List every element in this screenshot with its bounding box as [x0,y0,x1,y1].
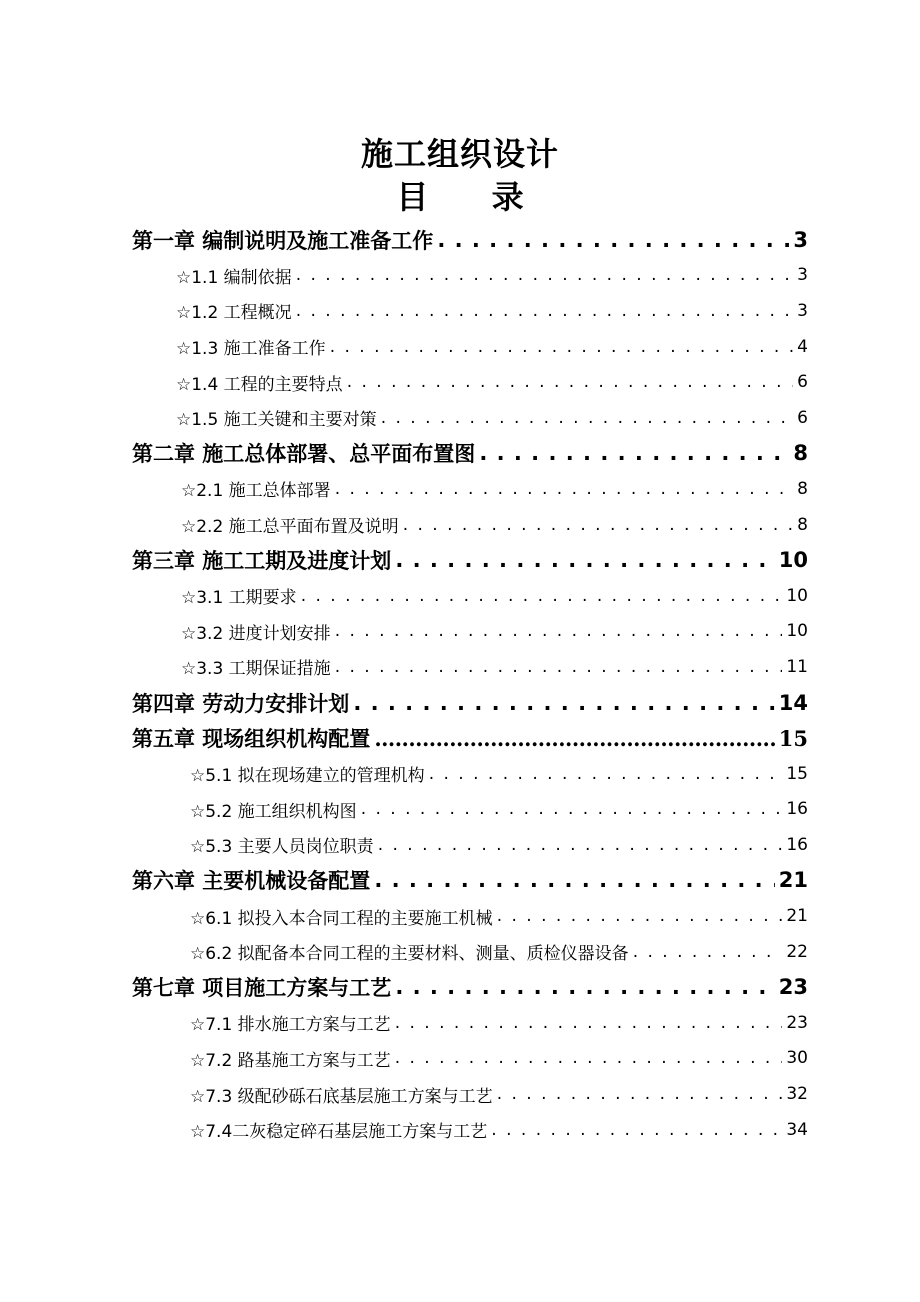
toc-entry-label: 第六章 主要机械设备配置 [132,869,371,894]
dot-leader [335,479,793,499]
toc-chapter-5[interactable] [0,720,920,756]
toc-page-number: 34 [786,1119,808,1140]
toc-entry-label: ☆7.2 路基施工方案与工艺 [190,1050,391,1071]
toc-section-5-1[interactable] [0,756,920,792]
toc-page-number: 16 [786,799,808,820]
toc-page-number: 8 [797,514,808,535]
dot-leader [491,1120,782,1140]
dot-leader [374,868,774,892]
toc-page-number: 8 [797,478,808,499]
toc-heading: 目 录 [396,178,550,216]
toc-section-5-2[interactable] [0,792,920,828]
toc-chapter-2[interactable] [0,436,920,472]
dot-leader [374,726,774,751]
toc-page-number: 16 [786,834,808,855]
toc-chapter-1[interactable] [0,222,920,258]
dot-leader [497,906,783,926]
toc-entry-label: ☆5.2 施工组织机构图 [190,801,357,822]
dot-leader [335,621,783,641]
dot-leader [429,764,783,784]
toc-entry-label: 第一章 编制说明及施工准备工作 [132,228,434,253]
table-of-contents [0,222,920,1147]
toc-page-number: 23 [786,1012,808,1033]
dot-leader [395,1013,783,1033]
toc-section-7-2[interactable] [0,1041,920,1077]
dot-leader [296,265,793,285]
dot-leader [301,586,783,606]
toc-chapter-6[interactable] [0,863,920,899]
toc-entry-label: ☆7.1 排水施工方案与工艺 [190,1015,391,1036]
toc-page-number: 15 [778,725,808,751]
document-title: 施工组织设计 [360,135,559,173]
toc-page-number: 11 [786,656,808,677]
toc-entry-label: 第五章 现场组织机构配置 [132,727,371,752]
toc-page-number: 10 [786,585,808,606]
toc-page-number: 6 [797,372,808,393]
dot-leader [378,835,783,855]
dot-leader [353,691,774,715]
toc-chapter-4[interactable] [0,685,920,721]
toc-page-number: 6 [797,407,808,428]
dot-leader [395,1048,783,1068]
dot-leader [437,228,789,252]
toc-section-7-4[interactable] [0,1112,920,1148]
toc-entry-label: ☆2.1 施工总体部署 [181,481,331,502]
toc-entry-label: 第四章 劳动力安排计划 [132,691,350,716]
toc-section-7-1[interactable] [0,1005,920,1041]
toc-page-number: 3 [793,227,808,252]
dot-leader [395,548,774,572]
toc-page-number: 22 [786,941,808,962]
toc-entry-label: 第二章 施工总体部署、总平面布置图 [132,442,476,467]
toc-section-1-5[interactable] [0,400,920,436]
toc-page-number: 21 [778,868,808,893]
dot-leader [497,1084,783,1104]
dot-leader [335,657,783,677]
dot-leader [296,301,793,321]
toc-section-6-2[interactable] [0,934,920,970]
toc-section-1-3[interactable] [0,329,920,365]
toc-page-number: 4 [797,336,808,357]
toc-entry-label: ☆1.1 编制依据 [176,267,292,288]
dot-leader [381,408,793,428]
toc-entry-label: ☆5.1 拟在现场建立的管理机构 [190,766,425,787]
toc-entry-label: 第三章 施工工期及进度计划 [132,549,392,574]
toc-entry-label: ☆6.2 拟配备本合同工程的主要材料、测量、质检仪器设备 [190,944,629,965]
toc-section-1-2[interactable] [0,293,920,329]
toc-section-1-1[interactable] [0,258,920,294]
toc-entry-label: ☆1.3 施工准备工作 [176,339,326,360]
toc-section-3-1[interactable] [0,578,920,614]
toc-page-number: 21 [786,906,808,927]
dot-leader [330,337,793,357]
toc-page-number: 30 [786,1048,808,1069]
toc-chapter-3[interactable] [0,542,920,578]
toc-section-1-4[interactable] [0,364,920,400]
dot-leader [395,975,774,999]
toc-page-number: 15 [786,763,808,784]
toc-entry-label: ☆1.2 工程概况 [176,303,292,324]
toc-page-number: 3 [797,265,808,286]
toc-entry-label: ☆6.1 拟投入本合同工程的主要施工机械 [190,908,493,929]
toc-chapter-7[interactable] [0,969,920,1005]
toc-section-7-3[interactable] [0,1076,920,1112]
dot-leader [361,799,783,819]
toc-page-number: 32 [786,1084,808,1105]
toc-entry-label: 第七章 项目施工方案与工艺 [132,976,392,1001]
toc-page-number: 14 [778,690,808,715]
toc-page-number: 10 [778,548,808,573]
toc-entry-label: ☆1.5 施工关键和主要对策 [176,410,377,431]
toc-page-number: 23 [778,975,808,1000]
toc-section-2-1[interactable] [0,471,920,507]
toc-entry-label: ☆3.1 工期要求 [181,588,297,609]
toc-page-number: 8 [793,441,808,466]
dot-leader [347,372,793,392]
toc-entry-label: ☆5.3 主要人员岗位职责 [190,837,374,858]
toc-entry-label: ☆1.4 工程的主要特点 [176,374,343,395]
toc-section-6-1[interactable] [0,898,920,934]
dot-leader [633,942,783,962]
toc-page-number: 10 [786,621,808,642]
dot-leader [403,515,793,535]
toc-entry-label: ☆3.2 进度计划安排 [181,623,331,644]
toc-section-5-3[interactable] [0,827,920,863]
dot-leader [479,441,789,465]
toc-entry-label: ☆7.4二灰稳定碎石基层施工方案与工艺 [190,1122,488,1143]
toc-section-3-3[interactable] [0,649,920,685]
toc-page-number: 3 [797,300,808,321]
toc-section-2-2[interactable] [0,507,920,543]
toc-entry-label: ☆2.2 施工总平面布置及说明 [181,517,399,538]
toc-entry-label: ☆7.3 级配砂砾石底基层施工方案与工艺 [190,1086,493,1107]
toc-section-3-2[interactable] [0,614,920,650]
toc-entry-label: ☆3.3 工期保证措施 [181,659,331,680]
